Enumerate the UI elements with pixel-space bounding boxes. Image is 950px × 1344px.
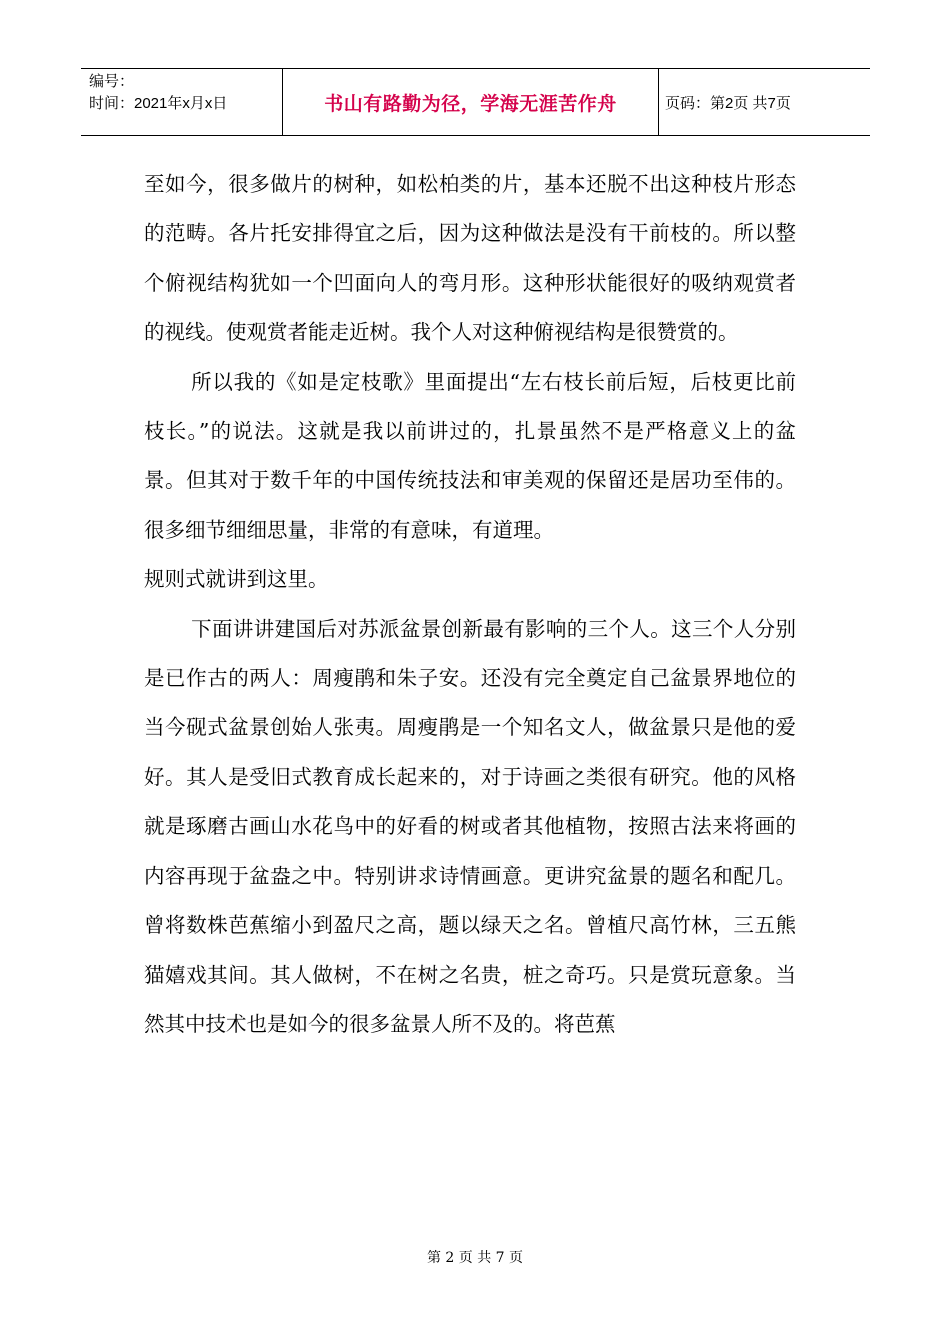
document-header — [81, 68, 870, 136]
paragraph: 至如今，很多做片的树种，如松柏类的片，基本还脱不出这种枝片形态的范畴。各片托安排得宜之后，因为这种做法是没有干前枝的。所以整个俯视结构犹如一个凹面向人的弯月形。这种形状能很好的吸纳观赏者的视线。使观赏者能走近树。我个人对这种俯视结构是很赞赏的。 — [144, 172, 796, 345]
paragraph: 所以我的《如是定枝歌》里面提出“左右枝长前后短，后枝更比前枝长。”的说法。这就是我以前讲过的，扎景虽然不是严格意义上的盆景。但其对于数千年的中国传统技法和审美观的保留还是居功至伟的。很多细节细细思量，非常的有意味，有道理。 — [144, 369, 796, 542]
document-time: 时间：2021年x月x日 — [89, 95, 228, 112]
header-motto: 书山有路勤为径，学海无涯苦作舟 — [283, 69, 659, 135]
document-number: 编号： — [89, 73, 135, 90]
document-body — [144, 160, 796, 1049]
page-footer: 第 2 页 共 7 页 — [426, 1250, 524, 1266]
paragraph: 下面讲讲建国后对苏派盆景创新最有影响的三个人。这三个人分别是已作古的两人：周瘦鹃和朱子安。还没有完全奠定自己盆景界地位的当今砚式盆景创始人张夷。周瘦鹃是一个知名文人，做盆景只是他的爱好。其人是受旧式教育成长起来的，对于诗画之类很有研究。他的风格就是琢磨古画山水花鸟中的好看的树或者其他植物，按照古法来将画的内容再现于盆盎之中。特别讲求诗情画意。更讲究盆景的题名和配几。曾将数株芭蕉缩小到盈尺之高，题以绿天之名。曾植尺高竹林，三五熊猫嬉戏其间。其人做树，不在树之名贵，桩之奇巧。只是赏玩意象。当然其中技术也是如今的很多盆景人所不及的。将芭蕉 — [144, 616, 796, 1036]
paragraph: 规则式就讲到这里。 — [144, 567, 329, 592]
header-page-info: 页码：第2页 共7页 — [665, 94, 791, 112]
header-meta — [81, 69, 283, 135]
